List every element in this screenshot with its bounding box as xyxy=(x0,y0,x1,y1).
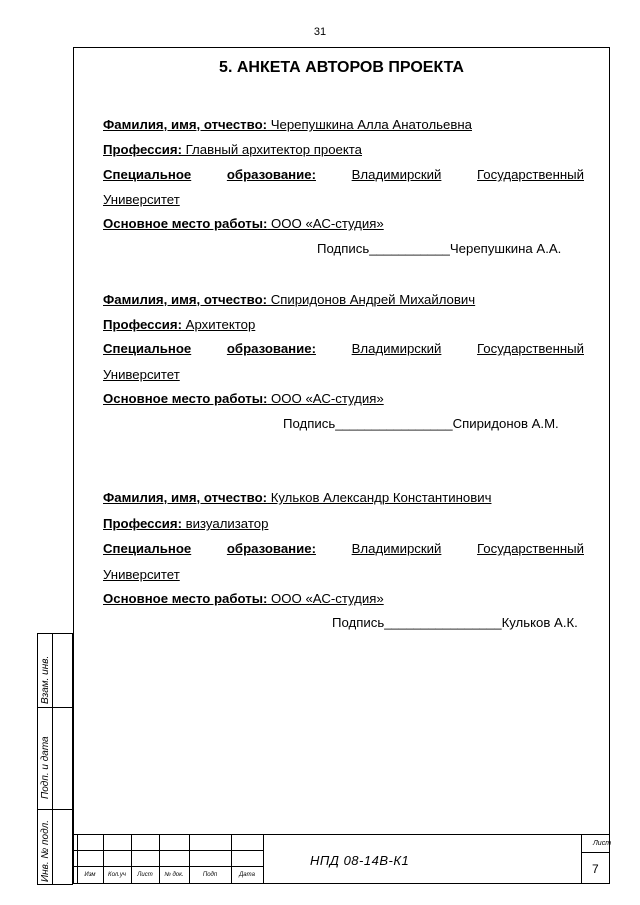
work-label: Основное место работы: xyxy=(103,216,268,231)
profession-value: визуализатор xyxy=(181,516,269,531)
sheet-number: 7 xyxy=(592,862,599,876)
name-label: Фамилия, имя, отчество: xyxy=(103,117,268,132)
name-label: Фамилия, имя, отчество: xyxy=(103,490,268,505)
name-line xyxy=(103,117,584,133)
education-line xyxy=(103,167,584,183)
work-label: Основное место работы: xyxy=(103,391,268,406)
education-label: Специальное xyxy=(103,541,192,556)
profession-label: Профессия: xyxy=(103,516,182,531)
tb-col-label: № док. xyxy=(164,872,184,878)
profession-line xyxy=(103,142,584,158)
tb-line xyxy=(581,852,610,853)
work-value: ООО «АС-студия» xyxy=(267,591,384,606)
education-label: образование: xyxy=(226,541,316,556)
work-line xyxy=(103,216,584,232)
tb-col-label: Подп xyxy=(202,872,218,878)
strip-divider xyxy=(38,809,72,810)
education-label: образование: xyxy=(226,167,316,182)
name-line xyxy=(103,292,584,308)
profession-value: Главный архитектор проекта xyxy=(181,142,363,157)
inv-label: Инв. № подл. xyxy=(40,819,51,882)
education-line xyxy=(103,341,584,357)
work-label: Основное место работы: xyxy=(103,591,268,606)
document-code: НПД 08-14В-К1 xyxy=(310,853,410,868)
education-cont xyxy=(103,567,584,583)
signature-line xyxy=(317,241,561,256)
signature-underline: ________________ xyxy=(384,615,502,630)
signer-name: Черепушкина А.А. xyxy=(449,241,562,256)
tb-line xyxy=(73,850,263,851)
tb-col-label: Изм xyxy=(84,872,96,878)
education-label: Специальное xyxy=(103,341,192,356)
podp-label: Подп. и дата xyxy=(40,736,51,799)
tb-col-label: Лист xyxy=(137,872,153,878)
education-value: Университет xyxy=(103,567,180,582)
name-value: Черепушкина Алла Анатольевна xyxy=(267,117,472,132)
tb-line xyxy=(263,834,264,884)
signer-name: Кульков А.К. xyxy=(501,615,578,630)
vzam-label: Взам. инв. xyxy=(40,655,51,704)
side-stamp-strip xyxy=(37,633,73,885)
education-value: Государственный xyxy=(477,541,584,556)
strip-divider xyxy=(52,634,53,884)
signer-name: Спиридонов А.М. xyxy=(452,416,559,431)
profession-label: Профессия: xyxy=(103,317,182,332)
page-number: 31 xyxy=(313,26,327,38)
name-value: Кульков Александр Константинович xyxy=(267,490,492,505)
signature-underline: ________________ xyxy=(335,416,453,431)
education-cont xyxy=(103,367,584,383)
name-value: Спиридонов Андрей Михайлович xyxy=(267,292,476,307)
education-cont xyxy=(103,192,584,208)
education-value: Университет xyxy=(103,367,180,382)
education-value: Владимирский xyxy=(351,167,442,182)
signature-underline: ___________ xyxy=(369,241,450,256)
work-line xyxy=(103,591,584,607)
tb-col-label: Дата xyxy=(239,872,255,878)
education-value: Владимирский xyxy=(351,341,442,356)
tb-line xyxy=(73,834,610,835)
education-value: Государственный xyxy=(477,341,584,356)
education-value: Владимирский xyxy=(351,541,442,556)
profession-line xyxy=(103,317,584,333)
education-label: образование: xyxy=(226,341,316,356)
name-line xyxy=(103,490,584,506)
page-title: 5. АНКЕТА АВТОРОВ ПРОЕКТА xyxy=(219,59,464,76)
signature-label: Подпись xyxy=(317,241,370,256)
education-value: Государственный xyxy=(477,167,584,182)
tb-col-label: Кол.уч xyxy=(108,872,126,878)
work-line xyxy=(103,391,584,407)
education-value: Университет xyxy=(103,192,180,207)
signature-label: Подпись xyxy=(332,615,385,630)
signature-line xyxy=(283,416,559,431)
name-label: Фамилия, имя, отчество: xyxy=(103,292,268,307)
profession-line xyxy=(103,516,584,532)
profession-value: Архитектор xyxy=(181,317,256,332)
education-line xyxy=(103,541,584,557)
strip-divider xyxy=(38,707,72,708)
signature-line xyxy=(332,615,578,630)
tb-line xyxy=(73,866,263,867)
signature-label: Подпись xyxy=(283,416,336,431)
profession-label: Профессия: xyxy=(103,142,182,157)
work-value: ООО «АС-студия» xyxy=(267,391,384,406)
sheet-label: Лист xyxy=(593,840,612,847)
tb-line xyxy=(581,834,582,884)
work-value: ООО «АС-студия» xyxy=(267,216,384,231)
education-label: Специальное xyxy=(103,167,192,182)
